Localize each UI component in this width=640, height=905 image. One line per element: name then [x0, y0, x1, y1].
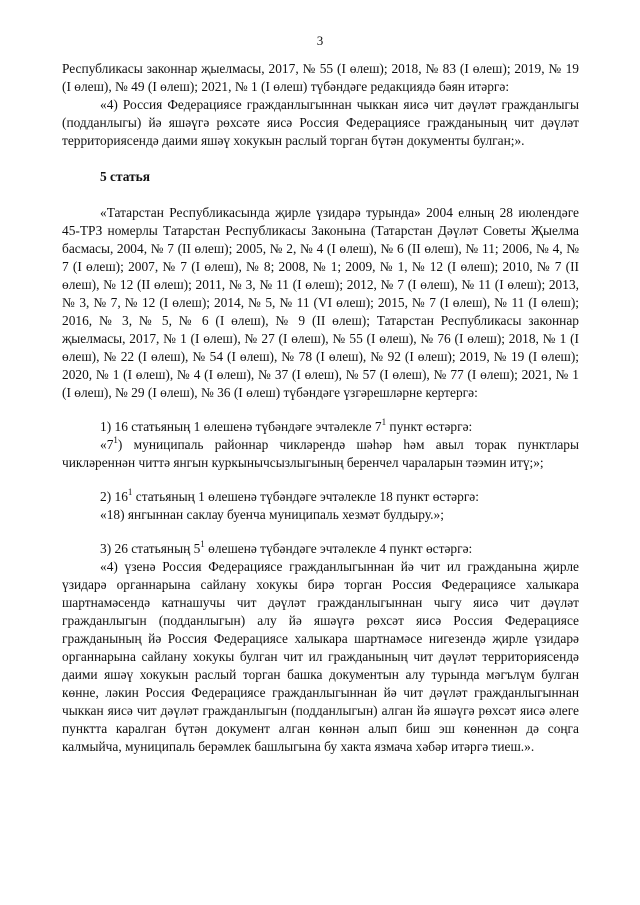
document-body	[62, 60, 579, 756]
item-3-quote: «4) үзенә Россия Федерациясе гражданлыгыннан йә чит ил гражданына җирле үзидарә органнарына сайлану хокукы бирә торган Россия Федерациясе халыкара шартнамәсендә катнашучы чит дәүләт гражданлыгыннан чыгу яисә чит дәүләт гражданлыгын (подданлыгын) алу йә яшәүгә рөхсәт яисә Россия Федерациясе гражданының йә Россия Федерациясе халыкара шартнамәсе нигезендә җирле үзидарә органнарына сайлану хокукы булган чит ил гражданының чит дәүләт территориясендә даими яшәү хокукын раслый торган башка документын алу турында мәгълүм булган көнне, ләкин Россия Федерациясе гражданлыгыннан йә чит дәүләт гражданлыгыннан чыккан яисә чит дәүләт гражданлыгын (подданлыгын) алган йә яшәүгә рөхсәт яисә әлеге пунктта каралган бүтән документ алган көннән алып биш эш көненнән дә соңга калмыйча, муниципаль берәмлек башлыгына бу хакта язмача хәбәр итәргә тиеш.».	[62, 559, 579, 754]
item-3: 3) 26 статьяның $5^1$ өлешенә түбәндәге эчтәлекле 4 пункт өстәргә:	[100, 538, 473, 556]
article-heading: 5 статья	[100, 169, 150, 184]
law-paragraph: «Татарстан Республикасында җирле үзидарә турында» 2004 елның 28 июлендәге 45-ТРЗ номерлы Татарстан Республикасы Законына (Татарстан Дәүләт Советы Җыелма басмасы, 2004, № 7 (II өлеш); 2005, № 2, № 4 (I өлеш), № 6 (II өлеш), № 11; 2006, № 4, № 7 (I өлеш); 2007, № 7 (I өлеш), № 8; 2008, № 1; 2009, № 1, № 12 (I өлеш); 2010, № 7 (II өлеш), № 12 (II өлеш); 2011, № 3, № 11 (I өлеш); 2012, № 7 (I өлеш), № 11 (I өлеш); 2013, № 3, № 7, № 12 (I өлеш); 2014, № 5, № 11 (VI өлеш); 2015, № 7 (I өлеш), № 11 (I өлеш); 2016, № 3, № 5, № 6 (I өлеш), № 9 (II өлеш); Татарстан Республикасы законнар җыелмасы, 2017, № 1 (I өлеш), № 27 (I өлеш), № 55 (I өлеш), № 76 (I өлеш); 2018, № 1 (I өлеш), № 22 (I өлеш), № 54 (I өлеш), № 78 (I өлеш), № 92 (I өлеш); 2019, № 19 (I өлеш); 2020, № 1 (I өлеш), № 4 (I өлеш), № 37 (I өлеш), № 57 (I өлеш), № 77 (I өлеш); 2021, № 1 (I өлеш), № 29 (I өлеш), № 36 (I өлеш) түбәндәге үзгәрешләрне кертергә:	[62, 205, 579, 400]
item-2-quote: «18) янгыннан саклау буенча муниципаль хезмәт булдыру.»;	[100, 507, 444, 522]
item-2: 2) $16^1$ статьяның 1 өлешенә түбәндәге эчтәлекле 18 пункт өстәргә:	[100, 486, 479, 504]
quote-item-4: «4) Россия Федерациясе гражданлыгыннан чыккан яисә чит дәүләт гражданлыгы (подданлыгы) йә яшәүгә рөхсәте яисә Россия Федерациясе гражданының чит дәүләт территориясендә даими яшәү хокукын раслый торган бүтән документы булган;».	[62, 97, 579, 148]
intro-continuation: Республикасы законнар җыелмасы, 2017, № 55 (I өлеш); 2018, № 83 (I өлеш); 2019, № 19 (I өлеш), № 49 (I өлеш); 2021, № 1 (I өлеш) түбәндәге редакциядә бәян итәргә:	[62, 61, 579, 94]
item-1-quote: «$7^1$) муниципаль районнар чикләрендә шәһәр һәм авыл торак пунктлары чикләреннән читтә янгын куркынычсызлыгының беренчел чараларын тәэмин итү;»;	[62, 434, 579, 470]
page-number: 3	[316, 33, 324, 48]
item-1: 1) 16 статьяның 1 өлешенә түбәндәге эчтәлекле $7^1$ пункт өстәргә:	[100, 416, 473, 434]
